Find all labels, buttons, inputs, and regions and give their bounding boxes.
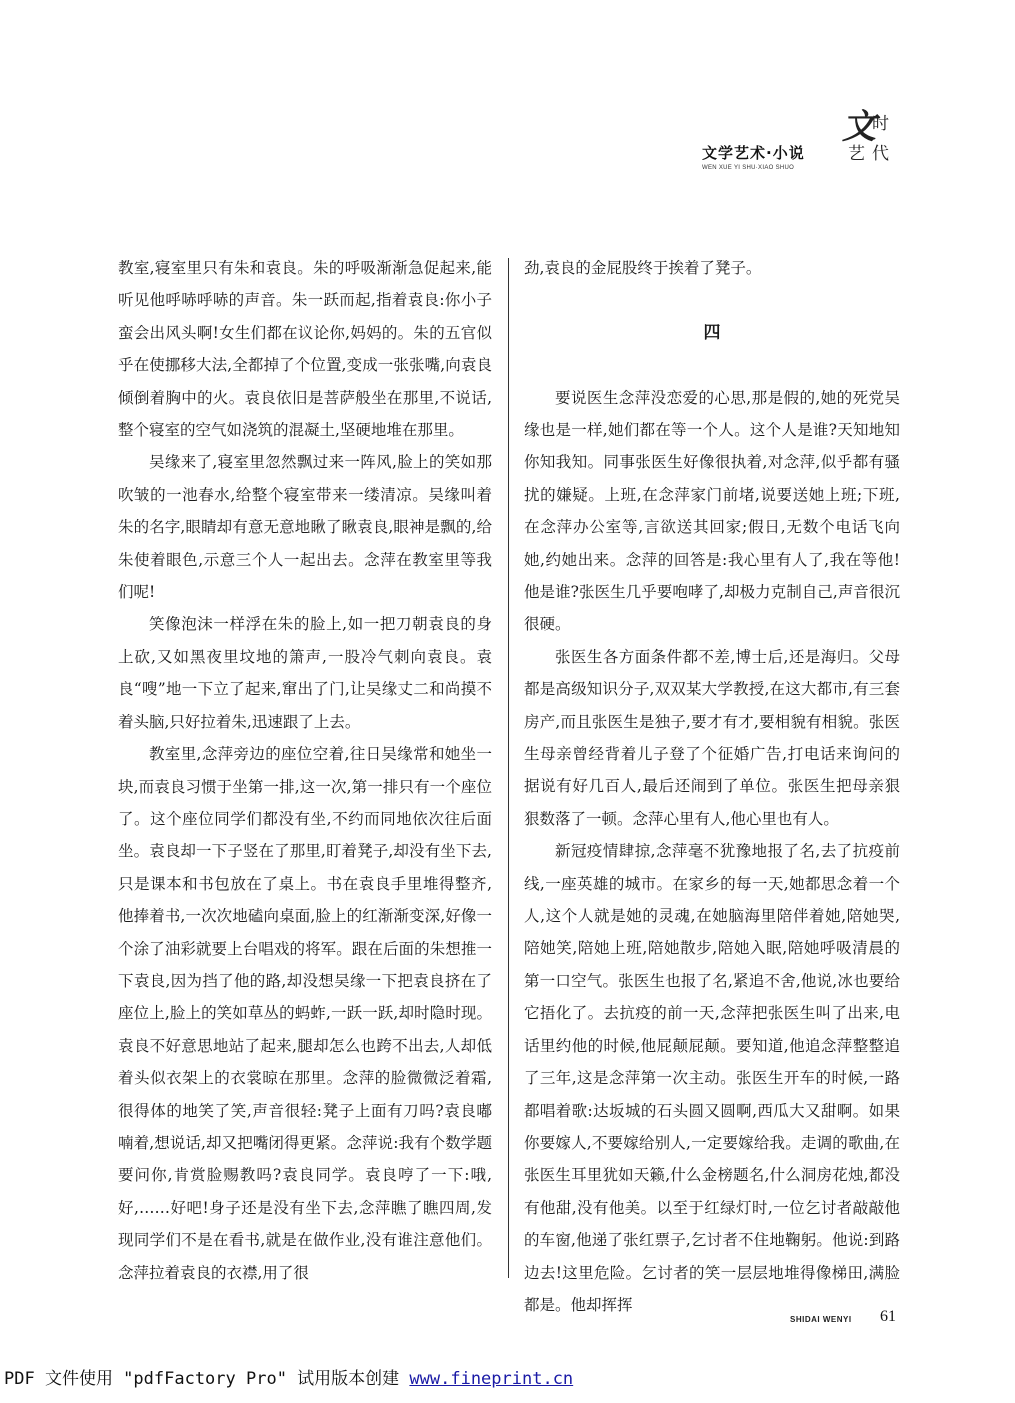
logo-char-shi: 时 bbox=[872, 114, 889, 134]
logo-char-yi: 艺 bbox=[848, 144, 865, 164]
paragraph-continuation: 劲,袁良的金屁股终于挨着了凳子。 bbox=[524, 259, 762, 277]
spacer bbox=[524, 284, 900, 316]
pdf-note-text: PDF 文件使用 "pdfFactory Pro" 试用版本创建 bbox=[4, 1369, 410, 1389]
paragraph: 笑像泡沫一样浮在朱的脸上,如一把刀朝袁良的身上砍,又如黑夜里坟地的箫声,一股冷气刺向袁良。袁良“嗖”地一下立了起来,窜出了门,让吴缘丈二和尚摸不着头脑,只好拉着朱,迅速跟了上去。 bbox=[118, 615, 492, 731]
logo-char-dai: 代 bbox=[872, 144, 889, 164]
paragraph: 要说医生念萍没恋爱的心思,那是假的,她的死党吴缘也是一样,她们都在等一个人。这个人是谁?天知地知你知我知。同事张医生好像很执着,对念萍,似乎都有骚扰的嫌疑。上班,在念萍家门前堵,说要送她上班;下班,在念萍办公室等,言欲送其回家;假日,无数个电话飞向她,约她出来。念萍的回答是:我心里有人了,我在等他!他是谁?张医生几乎要咆哮了,却极力克制自己,声音很沉很硬。 bbox=[524, 388, 900, 634]
spacer bbox=[524, 349, 900, 381]
page-number: 61 bbox=[880, 1308, 896, 1325]
section-heading: 四 bbox=[703, 322, 721, 343]
pdf-creator-note bbox=[4, 1364, 573, 1389]
header-title: 文学艺术·小说 bbox=[702, 144, 805, 162]
column-divider bbox=[508, 258, 509, 1278]
magazine-logo bbox=[838, 107, 900, 172]
paragraph: 吴缘来了,寝室里忽然飘过来一阵风,脸上的笑如那吹皱的一池春水,给整个寝室带来一缕清凉。吴缘叫着朱的名字,眼睛却有意无意地瞅了瞅袁良,眼神是飘的,给朱使着眼色,示意三个人一起出去。念萍在教室里等我们呢! bbox=[118, 453, 492, 602]
page-footer bbox=[790, 1308, 910, 1332]
pdf-note-link[interactable]: www.fineprint.cn bbox=[409, 1369, 574, 1389]
running-header bbox=[700, 107, 900, 178]
footer-label: SHIDAI WENYI bbox=[790, 1315, 852, 1324]
left-column bbox=[118, 252, 492, 1289]
logo-char-wen: 文 bbox=[842, 107, 876, 147]
right-column bbox=[524, 252, 900, 1321]
paragraph: 教室里,念萍旁边的座位空着,往日吴缘常和她坐一块,而袁良习惯于坐第一排,这一次,第一排只有一个座位了。这个座位同学们都没有坐,不约而同地依次往后面坐。袁良却一下子竖在了那里,盯着凳子,却没有坐下去,只是课本和书包放在了桌上。书在袁良手里堆得整齐,他捧着书,一次次地磕向桌面,脸上的红渐渐变深,好像一个涂了油彩就要上台唱戏的将军。跟在后面的朱想推一下袁良,因为挡了他的路,却没想吴缘一下把袁良挤在了座位上,脸上的笑如草丛的蚂蚱,一跃一跃,却时隐时现。袁良不好意思地站了起来,腿却怎么也跨不出去,人却低着头似衣架上的衣裳晾在那里。念萍的脸微微泛着霜,很得体的地笑了笑,声音很轻:凳子上面有刀吗?袁良嘟喃着,想说话,却又把嘴闭得更紧。念萍说:我有个数学题要问你,肯赏脸赐教吗?袁良同学。袁良哼了一下:哦,好,……好吧!身子还是没有坐下去,念萍瞧了瞧四周,发现同学们不是在看书,就是在做作业,没有谁注意他们。念萍拉着袁良的衣襟,用了很 bbox=[118, 745, 492, 1282]
paragraph: 新冠疫情肆掠,念萍毫不犹豫地报了名,去了抗疫前线,一座英雄的城市。在家乡的每一天,她都思念着一个人,这个人就是她的灵魂,在她脑海里陪伴着她,陪她哭,陪她笑,陪她上班,陪她散步,陪她入眠,陪她呼吸清晨的第一口空气。张医生也报了名,紧追不舍,他说,冰也要给它捂化了。去抗疫的前一天,念萍把张医生叫了出来,电话里约他的时候,他屁颠屁颠。要知道,他追念萍整整追了三年,这是念萍第一次主动。张医生开车的时候,一路都唱着歌:达坂城的石头圆又圆啊,西瓜大又甜啊。如果你要嫁人,不要嫁给别人,一定要嫁给我。走调的歌曲,在张医生耳里犹如天籁,什么金榜题名,什么洞房花烛,都没有他甜,没有他美。以至于红绿灯时,一位乞讨者敲敲他的车窗,他递了张红票子,乞讨者不住地鞠躬。他说:到路边去!这里危险。乞讨者的笑一层层地堆得像梯田,满脸都是。他却挥挥 bbox=[524, 842, 900, 1314]
paragraph: 教室,寝室里只有朱和袁良。朱的呼吸渐渐急促起来,能听见他呼哧呼哧的声音。朱一跃而起,指着袁良:你小子蛮会出风头啊!女生们都在议论你,妈妈的。朱的五官似乎在使挪移大法,全都掉了个位置,变成一张张嘴,向袁良倾倒着胸中的火。袁良依旧是菩萨般坐在那里,不说话,整个寝室的空气如浇筑的混凝土,坚硬地堆在那里。 bbox=[118, 259, 492, 440]
header-subtitle: WEN XUE YI SHU·XIAO SHUO bbox=[702, 165, 795, 171]
paragraph: 张医生各方面条件都不差,博士后,还是海归。父母都是高级知识分子,双双某大学教授,在这大都市,有三套房产,而且张医生是独子,要才有才,要相貌有相貌。张医生母亲曾经背着儿子登了个征婚广告,打电话来询问的据说有好几百人,最后还闹到了单位。张医生把母亲狠狠数落了一顿。念萍心里有人,他心里也有人。 bbox=[524, 647, 900, 828]
